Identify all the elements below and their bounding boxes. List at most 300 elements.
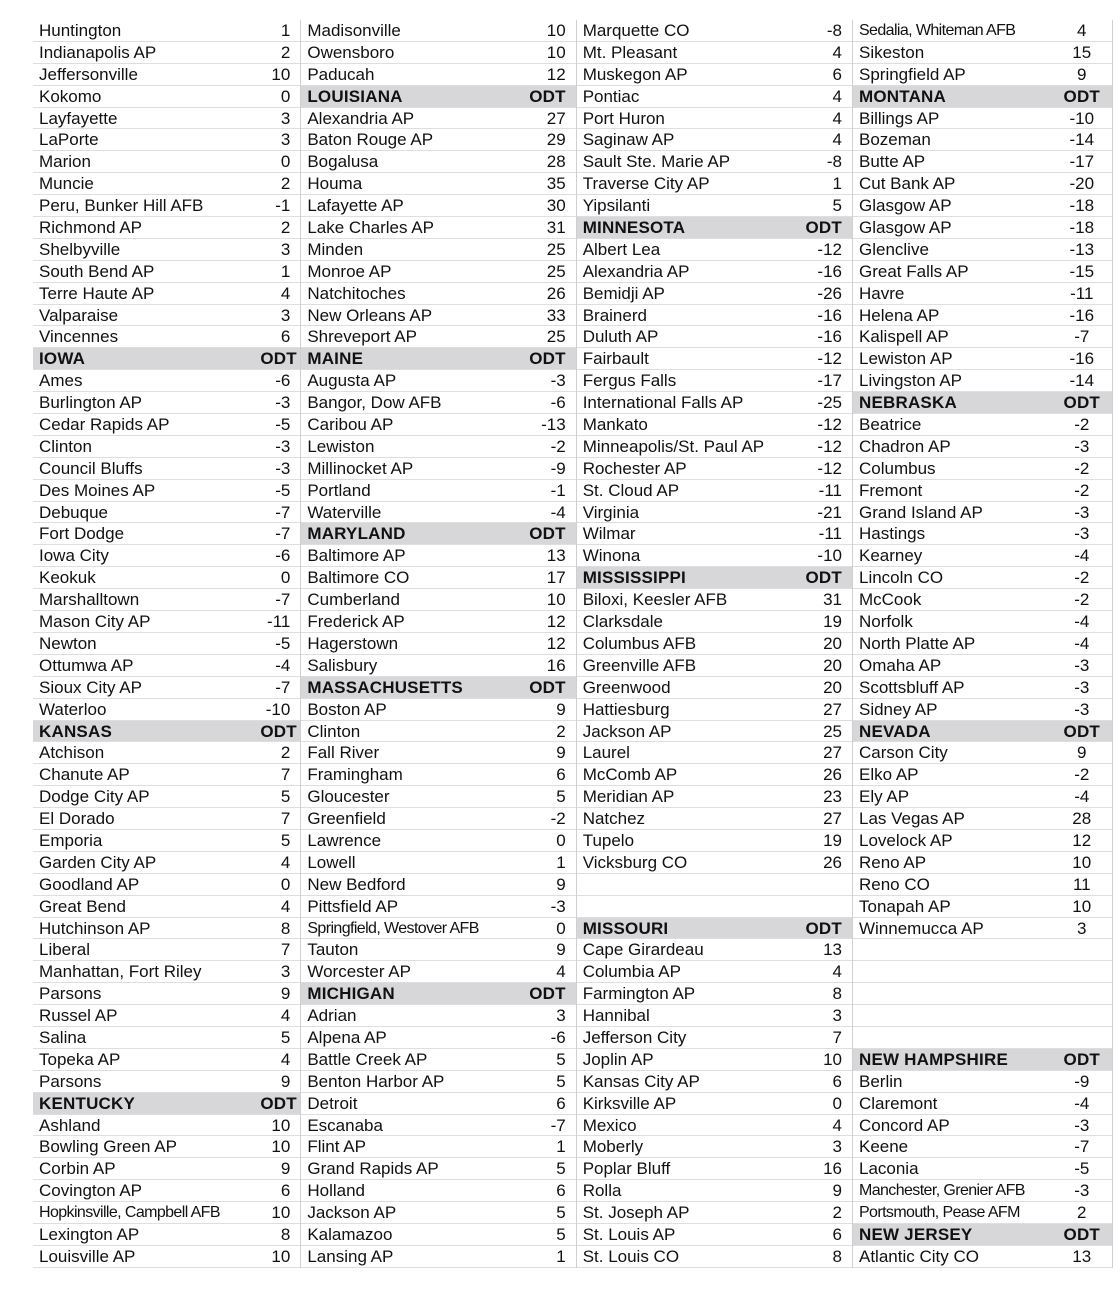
odt-value: 4 — [802, 961, 852, 983]
odt-value: -17 — [1052, 151, 1112, 173]
odt-value: 5 — [802, 195, 852, 217]
location-name: Biloxi, Keesler AFB — [577, 589, 802, 611]
location-name: Brainerd — [577, 305, 802, 327]
location-name: Jackson AP — [577, 721, 802, 743]
location-name: Alexandria AP — [577, 261, 802, 283]
odt-value: 0 — [260, 151, 300, 173]
location-name: New Bedford — [301, 874, 522, 896]
odt-value: -3 — [1052, 523, 1112, 545]
odt-value: 16 — [802, 1158, 852, 1180]
location-name: Glenclive — [853, 239, 1052, 261]
odt-value: 9 — [522, 699, 576, 721]
location-name: Yipsilanti — [577, 195, 802, 217]
location-name: Parsons — [33, 983, 260, 1005]
odt-value: -6 — [522, 1027, 576, 1049]
state-heading: MAINE — [301, 348, 522, 370]
location-name: Claremont — [853, 1093, 1052, 1115]
odt-value: -7 — [260, 523, 300, 545]
location-name: Tupelo — [577, 830, 802, 852]
state-heading: MISSISSIPPI — [577, 567, 802, 589]
odt-value: 6 — [522, 1093, 576, 1115]
odt-heading: ODT — [1052, 1049, 1112, 1071]
odt-table — [33, 20, 1113, 1268]
location-name: Peru, Bunker Hill AFB — [33, 195, 260, 217]
location-name: Minneapolis/St. Paul AP — [577, 436, 802, 458]
location-name: Alexandria AP — [301, 108, 522, 130]
location-name: Dodge City AP — [33, 786, 260, 808]
location-name: Hagerstown — [301, 633, 522, 655]
location-name: Tonapah AP — [853, 896, 1052, 918]
location-name: Tauton — [301, 939, 522, 961]
location-name: Baltimore CO — [301, 567, 522, 589]
location-name — [853, 939, 1052, 961]
location-name: Columbia AP — [577, 961, 802, 983]
odt-value: -3 — [522, 370, 576, 392]
location-name: Sioux City AP — [33, 677, 260, 699]
location-name: Shreveport AP — [301, 326, 522, 348]
odt-heading: ODT — [260, 721, 300, 743]
location-name: Millinocket AP — [301, 458, 522, 480]
location-name: Fairbault — [577, 348, 802, 370]
odt-value: 4 — [802, 1115, 852, 1137]
odt-value: -25 — [802, 392, 852, 414]
odt-value: 4 — [802, 108, 852, 130]
location-name: Traverse City AP — [577, 173, 802, 195]
location-name: Detroit — [301, 1093, 522, 1115]
location-name: Lafayette AP — [301, 195, 522, 217]
odt-value: 20 — [802, 633, 852, 655]
odt-value: -4 — [1052, 545, 1112, 567]
location-name: Lewiston — [301, 436, 522, 458]
state-heading: MICHIGAN — [301, 983, 522, 1005]
odt-value: 20 — [802, 677, 852, 699]
odt-value: 10 — [260, 1246, 300, 1268]
location-name: St. Joseph AP — [577, 1202, 802, 1224]
location-name: Helena AP — [853, 305, 1052, 327]
odt-value: -15 — [1052, 261, 1112, 283]
odt-value: -12 — [802, 458, 852, 480]
odt-value: 3 — [802, 1136, 852, 1158]
odt-value: 7 — [260, 764, 300, 786]
location-name: Manchester, Grenier AFB — [853, 1180, 1052, 1202]
odt-value: 0 — [260, 86, 300, 108]
location-name: Carson City — [853, 742, 1052, 764]
odt-value: 25 — [522, 261, 576, 283]
odt-value: 9 — [260, 1071, 300, 1093]
location-name: Lake Charles AP — [301, 217, 522, 239]
odt-value: 6 — [260, 1180, 300, 1202]
location-name: Terre Haute AP — [33, 283, 260, 305]
location-name: Flint AP — [301, 1136, 522, 1158]
odt-value: 8 — [260, 918, 300, 940]
odt-value: -12 — [802, 436, 852, 458]
location-name: Fremont — [853, 480, 1052, 502]
location-name: Newton — [33, 633, 260, 655]
odt-value: 9 — [1052, 742, 1112, 764]
location-name: South Bend AP — [33, 261, 260, 283]
name-column-2 — [301, 20, 522, 1268]
odt-value: 5 — [522, 1049, 576, 1071]
odt-value: -3 — [260, 458, 300, 480]
location-name: Mt. Pleasant — [577, 42, 802, 64]
odt-value: -9 — [1052, 1071, 1112, 1093]
location-name: Omaha AP — [853, 655, 1052, 677]
odt-value: 30 — [522, 195, 576, 217]
location-name: Clarksdale — [577, 611, 802, 633]
odt-value: 27 — [802, 699, 852, 721]
location-name: Elko AP — [853, 764, 1052, 786]
odt-value: 12 — [522, 611, 576, 633]
state-heading: MISSOURI — [577, 918, 802, 940]
location-name: Huntington — [33, 20, 260, 42]
odt-value: -14 — [1052, 370, 1112, 392]
odt-value: -3 — [1052, 677, 1112, 699]
location-name: Valparaise — [33, 305, 260, 327]
odt-value: 12 — [1052, 830, 1112, 852]
odt-heading: ODT — [1052, 392, 1112, 414]
location-name: Waterville — [301, 502, 522, 524]
location-name: Joplin AP — [577, 1049, 802, 1071]
odt-value: 19 — [802, 830, 852, 852]
location-name: Natchez — [577, 808, 802, 830]
odt-value: 1 — [260, 20, 300, 42]
odt-value: 5 — [260, 1027, 300, 1049]
odt-value: 23 — [802, 786, 852, 808]
location-name: St. Louis AP — [577, 1224, 802, 1246]
location-name: Columbus — [853, 458, 1052, 480]
odt-value: -21 — [802, 502, 852, 524]
location-name: Muskegon AP — [577, 64, 802, 86]
odt-value: 3 — [522, 1005, 576, 1027]
location-name: Burlington AP — [33, 392, 260, 414]
odt-value: -4 — [1052, 1093, 1112, 1115]
location-name: Duluth AP — [577, 326, 802, 348]
location-name: North Platte AP — [853, 633, 1052, 655]
location-name: Greenwood — [577, 677, 802, 699]
odt-value: -2 — [1052, 589, 1112, 611]
location-name: Greenfield — [301, 808, 522, 830]
odt-value: 10 — [802, 1049, 852, 1071]
odt-value: -11 — [802, 523, 852, 545]
location-name: Houma — [301, 173, 522, 195]
odt-value: 27 — [802, 808, 852, 830]
odt-value: 3 — [260, 961, 300, 983]
location-name: El Dorado — [33, 808, 260, 830]
location-name: Bozeman — [853, 129, 1052, 151]
odt-value: 13 — [802, 939, 852, 961]
location-name: Albert Lea — [577, 239, 802, 261]
odt-value: -3 — [260, 436, 300, 458]
location-name: Russel AP — [33, 1005, 260, 1027]
location-name: Rolla — [577, 1180, 802, 1202]
odt-heading: ODT — [802, 918, 852, 940]
location-name: Mason City AP — [33, 611, 260, 633]
location-name: Springfield, Westover AFB — [301, 918, 522, 940]
odt-value: -3 — [1052, 1180, 1112, 1202]
location-name: Parsons — [33, 1071, 260, 1093]
location-name: Jackson AP — [301, 1202, 522, 1224]
location-name: Fall River — [301, 742, 522, 764]
location-name: Baltimore AP — [301, 545, 522, 567]
location-name: Indianapolis AP — [33, 42, 260, 64]
location-name: Reno AP — [853, 852, 1052, 874]
odt-value: 3 — [260, 239, 300, 261]
location-name: Manhattan, Fort Riley — [33, 961, 260, 983]
odt-value: -5 — [1052, 1158, 1112, 1180]
odt-value: 1 — [522, 852, 576, 874]
location-name: Atlantic City CO — [853, 1246, 1052, 1268]
location-name: Columbus AFB — [577, 633, 802, 655]
location-name: Jeffersonville — [33, 64, 260, 86]
odt-value: -13 — [522, 414, 576, 436]
location-name: Ely AP — [853, 786, 1052, 808]
odt-value: 35 — [522, 173, 576, 195]
state-heading: NEVADA — [853, 721, 1052, 743]
location-name: Sikeston — [853, 42, 1052, 64]
location-name: Cape Girardeau — [577, 939, 802, 961]
odt-value: -3 — [1052, 1115, 1112, 1137]
location-name: Norfolk — [853, 611, 1052, 633]
location-name: Pittsfield AP — [301, 896, 522, 918]
location-name: Livingston AP — [853, 370, 1052, 392]
odt-value: -16 — [1052, 305, 1112, 327]
odt-value: 1 — [802, 173, 852, 195]
location-name: Saginaw AP — [577, 129, 802, 151]
location-name: Ames — [33, 370, 260, 392]
location-name: Garden City AP — [33, 852, 260, 874]
odt-value: -2 — [1052, 480, 1112, 502]
location-name: Boston AP — [301, 699, 522, 721]
location-name — [577, 896, 802, 918]
location-name: Bemidji AP — [577, 283, 802, 305]
state-heading: MONTANA — [853, 86, 1052, 108]
odt-value: -4 — [1052, 611, 1112, 633]
location-name: Winona — [577, 545, 802, 567]
odt-heading: ODT — [522, 983, 576, 1005]
odt-value: 4 — [260, 1005, 300, 1027]
odt-value: 31 — [522, 217, 576, 239]
location-name: Port Huron — [577, 108, 802, 130]
location-name: Muncie — [33, 173, 260, 195]
location-name: Ottumwa AP — [33, 655, 260, 677]
location-name: New Orleans AP — [301, 305, 522, 327]
state-heading: MASSACHUSETTS — [301, 677, 522, 699]
odt-value: 27 — [802, 742, 852, 764]
odt-value: -18 — [1052, 195, 1112, 217]
odt-value: 2 — [260, 742, 300, 764]
odt-value: -2 — [522, 436, 576, 458]
odt-value: -6 — [522, 392, 576, 414]
location-name — [853, 983, 1052, 1005]
location-name — [853, 1027, 1052, 1049]
location-name: Caribou AP — [301, 414, 522, 436]
odt-value: -8 — [802, 151, 852, 173]
location-name: St. Cloud AP — [577, 480, 802, 502]
odt-value: 26 — [802, 852, 852, 874]
location-name: Cut Bank AP — [853, 173, 1052, 195]
state-heading: LOUISIANA — [301, 86, 522, 108]
location-name: Great Bend — [33, 896, 260, 918]
odt-value: -4 — [522, 502, 576, 524]
location-name: Debuque — [33, 502, 260, 524]
odt-value: -12 — [802, 414, 852, 436]
odt-value: -18 — [1052, 217, 1112, 239]
location-name: Kansas City AP — [577, 1071, 802, 1093]
location-name: Marion — [33, 151, 260, 173]
location-name: Kalamazoo — [301, 1224, 522, 1246]
odt-heading: ODT — [522, 677, 576, 699]
odt-value: -7 — [1052, 326, 1112, 348]
odt-value: 2 — [260, 217, 300, 239]
location-name: Lansing AP — [301, 1246, 522, 1268]
odt-value: -7 — [260, 502, 300, 524]
odt-value: 13 — [1052, 1246, 1112, 1268]
odt-value: -3 — [522, 896, 576, 918]
odt-value: 29 — [522, 129, 576, 151]
odt-value: 10 — [1052, 852, 1112, 874]
location-name: Reno CO — [853, 874, 1052, 896]
location-name: LaPorte — [33, 129, 260, 151]
location-name: Layfayette — [33, 108, 260, 130]
location-name: Atchison — [33, 742, 260, 764]
location-name: Salisbury — [301, 655, 522, 677]
odt-heading: ODT — [522, 523, 576, 545]
odt-value: -16 — [802, 261, 852, 283]
location-name: Lovelock AP — [853, 830, 1052, 852]
state-heading: IOWA — [33, 348, 260, 370]
odt-value: -14 — [1052, 129, 1112, 151]
odt-heading: ODT — [802, 567, 852, 589]
location-name: Ashland — [33, 1115, 260, 1137]
odt-value: 9 — [522, 742, 576, 764]
odt-value: 17 — [522, 567, 576, 589]
odt-value: 5 — [522, 1202, 576, 1224]
location-name: Sault Ste. Marie AP — [577, 151, 802, 173]
state-heading: KANSAS — [33, 721, 260, 743]
location-name: Lexington AP — [33, 1224, 260, 1246]
odt-value: 4 — [802, 129, 852, 151]
odt-value: -2 — [1052, 458, 1112, 480]
location-name: McComb AP — [577, 764, 802, 786]
name-column-4 — [853, 20, 1052, 1268]
odt-value: -11 — [260, 611, 300, 633]
odt-value — [802, 896, 852, 918]
odt-value: 5 — [522, 1224, 576, 1246]
odt-value: 31 — [802, 589, 852, 611]
location-name: Worcester AP — [301, 961, 522, 983]
odt-value: 26 — [522, 283, 576, 305]
odt-value: -2 — [1052, 567, 1112, 589]
odt-value: 4 — [260, 852, 300, 874]
location-name: Las Vegas AP — [853, 808, 1052, 830]
odt-value: 2 — [522, 721, 576, 743]
location-name: Havre — [853, 283, 1052, 305]
odt-value: 4 — [802, 42, 852, 64]
odt-value: -4 — [1052, 633, 1112, 655]
location-name: Berlin — [853, 1071, 1052, 1093]
state-heading: MINNESOTA — [577, 217, 802, 239]
location-name: Virginia — [577, 502, 802, 524]
location-name: Adrian — [301, 1005, 522, 1027]
state-heading: MARYLAND — [301, 523, 522, 545]
odt-value — [802, 874, 852, 896]
location-name: Paducah — [301, 64, 522, 86]
location-name: Waterloo — [33, 699, 260, 721]
odt-value: -6 — [260, 545, 300, 567]
location-name: Moberly — [577, 1136, 802, 1158]
odt-value: -3 — [1052, 655, 1112, 677]
location-name: Natchitoches — [301, 283, 522, 305]
location-name: Alpena AP — [301, 1027, 522, 1049]
location-name: Salina — [33, 1027, 260, 1049]
odt-value: 8 — [802, 1246, 852, 1268]
location-name: Hopkinsville, Campbell AFB — [33, 1202, 260, 1224]
odt-value: 2 — [260, 173, 300, 195]
location-name: McCook — [853, 589, 1052, 611]
location-name: Shelbyville — [33, 239, 260, 261]
location-name: Hastings — [853, 523, 1052, 545]
odt-value: 7 — [802, 1027, 852, 1049]
location-name: Fergus Falls — [577, 370, 802, 392]
location-name: Escanaba — [301, 1115, 522, 1137]
location-name: Lewiston AP — [853, 348, 1052, 370]
location-name: Butte AP — [853, 151, 1052, 173]
location-name: Farmington AP — [577, 983, 802, 1005]
odt-value: 0 — [260, 874, 300, 896]
odt-value: 27 — [522, 108, 576, 130]
location-name: Portsmouth, Pease AFM — [853, 1202, 1052, 1224]
location-name: Louisville AP — [33, 1246, 260, 1268]
location-name: Kearney — [853, 545, 1052, 567]
odt-value: 12 — [522, 64, 576, 86]
odt-value: 16 — [522, 655, 576, 677]
odt-value: 10 — [260, 1136, 300, 1158]
odt-value: 4 — [802, 86, 852, 108]
odt-value: 5 — [260, 786, 300, 808]
odt-value — [1052, 961, 1112, 983]
location-name: Topeka AP — [33, 1049, 260, 1071]
odt-value: -1 — [260, 195, 300, 217]
location-name: Grand Island AP — [853, 502, 1052, 524]
odt-value: -17 — [802, 370, 852, 392]
value-column-1 — [260, 20, 301, 1268]
odt-value: 15 — [1052, 42, 1112, 64]
odt-value: 28 — [522, 151, 576, 173]
odt-value: -4 — [1052, 786, 1112, 808]
odt-value: -7 — [260, 677, 300, 699]
location-name: Framingham — [301, 764, 522, 786]
location-name: Sidney AP — [853, 699, 1052, 721]
location-name: Keokuk — [33, 567, 260, 589]
state-heading: NEBRASKA — [853, 392, 1052, 414]
location-name: Lowell — [301, 852, 522, 874]
odt-value: 9 — [522, 939, 576, 961]
odt-value: 12 — [522, 633, 576, 655]
odt-value: 10 — [260, 1115, 300, 1137]
location-name: Council Bluffs — [33, 458, 260, 480]
odt-value: 0 — [802, 1093, 852, 1115]
odt-value: -2 — [1052, 414, 1112, 436]
odt-value: 2 — [260, 42, 300, 64]
odt-value: 9 — [522, 874, 576, 896]
odt-value: -3 — [1052, 436, 1112, 458]
location-name: St. Louis CO — [577, 1246, 802, 1268]
odt-value: 4 — [1052, 20, 1112, 42]
odt-value: 6 — [522, 764, 576, 786]
location-name: Grand Rapids AP — [301, 1158, 522, 1180]
odt-value: 0 — [260, 567, 300, 589]
location-name: Monroe AP — [301, 261, 522, 283]
